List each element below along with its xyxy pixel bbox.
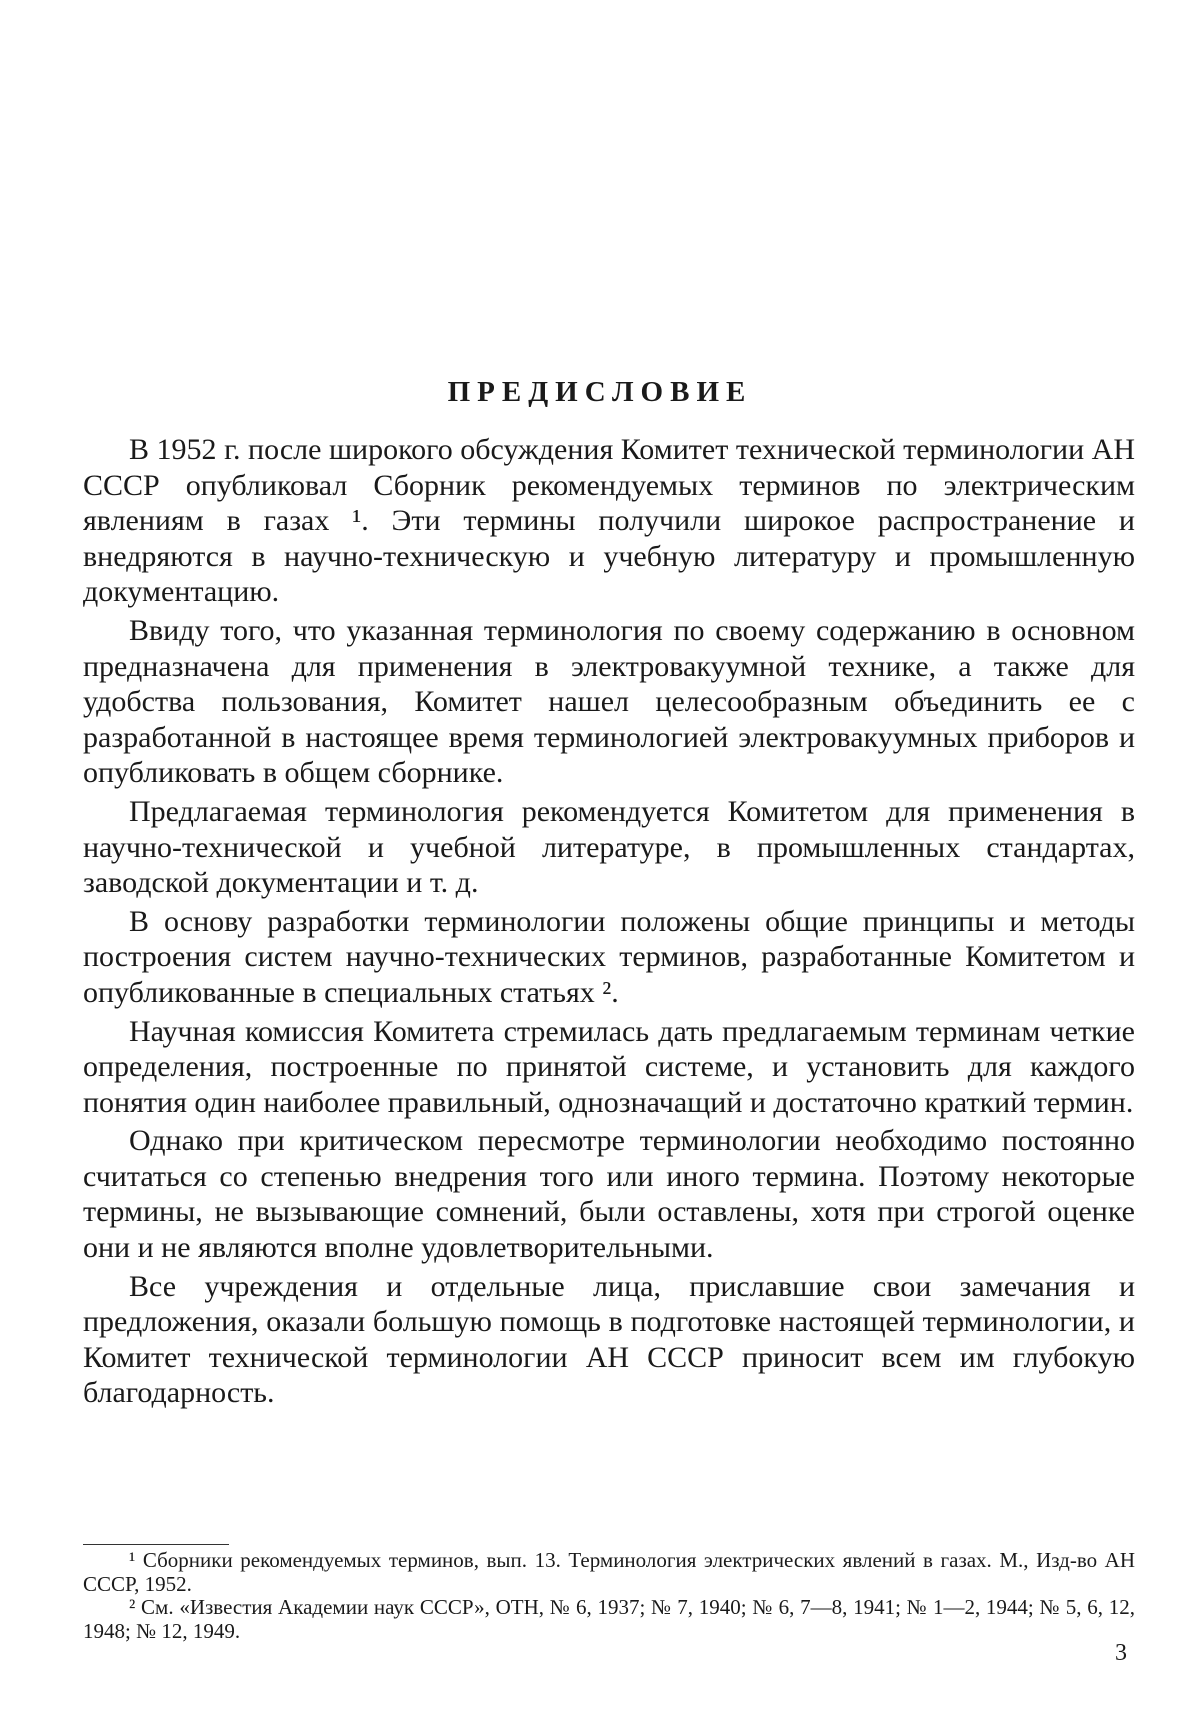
preface-body: [83, 432, 1135, 1414]
footnote-divider: [83, 1544, 229, 1545]
footnote-1: ¹ Сборники рекомендуемых терминов, вып. 13. Терминология электрических явлений в газах. М., Изд-во АН СССР, 1952.: [83, 1549, 1135, 1596]
page-title: ПРЕДИСЛОВИЕ: [0, 376, 1200, 409]
paragraph-6: Однако при критическом пересмотре терминологии необходимо постоянно считаться со степенью внедрения того или иного термина. Поэтому некоторые термины, не вызывающие сомнений, были оставлены, хотя при строгой оценке они и не являются вполне удовлетворительными.: [83, 1123, 1135, 1265]
paragraph-2: Ввиду того, что указанная терминология по своему содержанию в основном предназначена для применения в электровакуумной технике, а также для удобства пользования, Комитет нашел целесообразным объединить ее с разработанной в настоящее время терминологией электровакуумных приборов и опубликовать в общем сборнике.: [83, 613, 1135, 791]
document-page: [0, 0, 1200, 1729]
paragraph-1: В 1952 г. после широкого обсуждения Комитет технической терминологии АН СССР опубликовал Сборник рекомендуемых терминов по электрическим явлениям в газах ¹. Эти термины получили широкое распространение и внедряются в научно-техническую и учебную литературу и промышленную документацию.: [83, 432, 1135, 610]
paragraph-7: Все учреждения и отдельные лица, приславшие свои замечания и предложения, оказали большую помощь в подготовке настоящей терминологии, и Комитет технической терминологии АН СССР приносит всем им глубокую благодарность.: [83, 1269, 1135, 1411]
paragraph-5: Научная комиссия Комитета стремилась дать предлагаемым терминам четкие определения, построенные по принятой системе, и установить для каждого понятия один наиболее правильный, однозначащий и достаточно краткий термин.: [83, 1014, 1135, 1121]
paragraph-3: Предлагаемая терминология рекомендуется Комитетом для применения в научно-технической и учебной литературе, в промышленных стандартах, заводской документации и т. д.: [83, 794, 1135, 901]
paragraph-4: В основу разработки терминологии положены общие принципы и методы построения систем научно-технических терминов, разработанные Комитетом и опубликованные в специальных статьях ².: [83, 904, 1135, 1011]
page-number: 3: [1115, 1640, 1127, 1667]
footnotes: [83, 1549, 1135, 1643]
footnote-2: ² См. «Известия Академии наук СССР», ОТН, № 6, 1937; № 7, 1940; № 6, 7—8, 1941; № 1—2, 1944; № 5, 6, 12, 1948; № 12, 1949.: [83, 1596, 1135, 1643]
